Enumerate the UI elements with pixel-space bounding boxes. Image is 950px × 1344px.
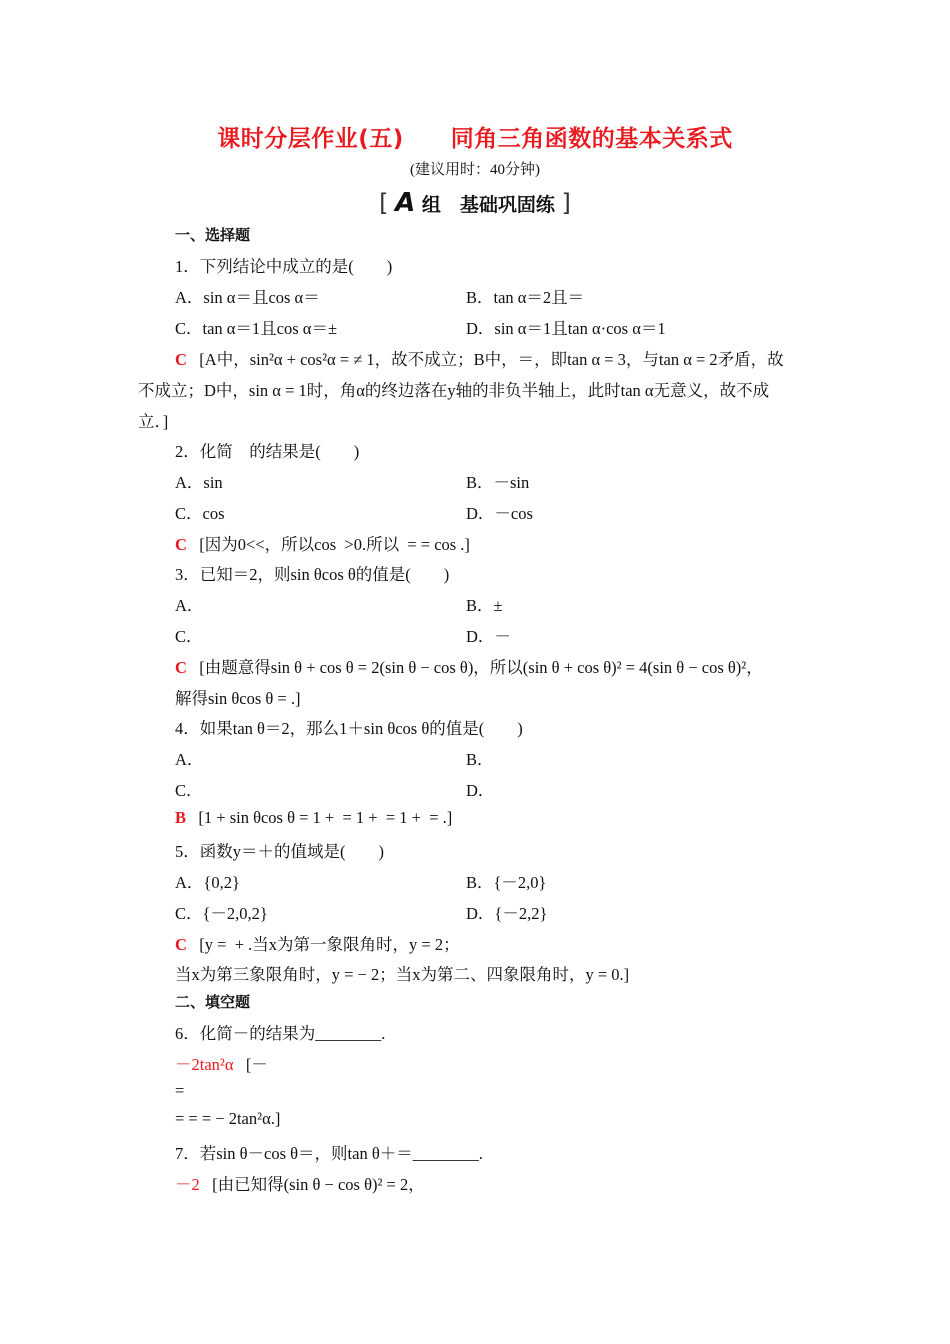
line-text: = (175, 1081, 185, 1100)
text-line (175, 561, 449, 585)
line-text: D． (466, 781, 495, 800)
text-line (175, 1020, 385, 1044)
answer-line (175, 1171, 425, 1195)
line-text: 7．若sin θ－cos θ＝，则tan θ＋＝________. (175, 1144, 483, 1163)
line-text: 4．如果tan θ＝2，那么1＋sin θcos θ的值是( ) (175, 719, 523, 738)
answer-line (175, 654, 763, 678)
line-text: 立．] (138, 412, 169, 431)
page-title: 课时分层作业(五) 同角三角函数的基本关系式 (217, 126, 733, 152)
text-line (175, 1081, 184, 1101)
text-line (175, 715, 523, 739)
fill-answer: －2tan²α (175, 1055, 246, 1074)
section-heading (175, 224, 250, 245)
text-line (466, 592, 503, 616)
line-text: 当x为第三象限角时，y = − 2；当x为第二、四象限角时，y = 0.] (175, 965, 630, 984)
text-line (175, 900, 268, 924)
line-text: B．tan α＝2且＝ (466, 288, 585, 307)
answer-letter: C (175, 935, 200, 954)
text-line (175, 838, 384, 862)
line-text: 5．函数y＝＋的值域是( ) (175, 842, 384, 861)
line-text: C．cos (175, 504, 225, 523)
line-text: A． (175, 750, 204, 769)
line-text: [y = + .当x为第一象限角时，y = 2； (199, 935, 460, 954)
text-line (175, 746, 203, 770)
text-line (466, 869, 546, 893)
line-text: A．{0,2} (175, 873, 240, 892)
line-text: 一、选择题 (175, 226, 251, 244)
line-text: A．sin α＝且cos α＝ (175, 288, 320, 307)
answer-letter: B (175, 808, 199, 827)
line-text: A．sin (175, 473, 223, 492)
line-text: C．{－2,0,2} (175, 904, 268, 923)
line-text: 二、填空题 (175, 993, 251, 1011)
text-line (138, 377, 769, 401)
text-line (175, 685, 300, 709)
line-text: [由已知得(sin θ − cos θ)² = 2， (212, 1175, 425, 1194)
line-text: D．－ (466, 627, 511, 646)
line-text: C．tan α＝1且cos α＝± (175, 319, 338, 338)
bracket-close: ] (561, 189, 571, 217)
text-line (175, 284, 320, 308)
text-line (466, 746, 494, 770)
text-line (466, 623, 511, 647)
text-line (175, 961, 629, 985)
answer-line (175, 1051, 268, 1075)
text-line (466, 500, 533, 524)
group-heading (0, 188, 950, 218)
bracket-open: [ (379, 189, 389, 217)
text-line (175, 623, 203, 647)
text-line (175, 253, 392, 277)
line-text: C． (175, 781, 203, 800)
line-text: B．{－2,0} (466, 873, 547, 892)
line-text: B．± (466, 596, 503, 615)
answer-line (175, 931, 460, 955)
text-line (175, 1140, 483, 1164)
text-line (175, 777, 203, 801)
line-text: 3．已知＝2，则sin θcos θ的值是( ) (175, 565, 450, 584)
answer-line (175, 346, 784, 370)
text-line (175, 438, 359, 462)
line-text: = = = − 2tan²α.] (175, 1109, 281, 1128)
text-line (175, 469, 223, 493)
answer-line (175, 808, 452, 828)
line-text: D．sin α＝1且tan α·cos α＝1 (466, 319, 666, 338)
line-text: 2．化简 的结果是( ) (175, 442, 360, 461)
line-text: 1．下列结论中成立的是( ) (175, 257, 393, 276)
text-line (466, 777, 494, 801)
text-line (175, 1109, 280, 1129)
line-text: B．－sin (466, 473, 530, 492)
answer-letter: C (175, 535, 200, 554)
text-line (175, 869, 240, 893)
text-line (466, 900, 547, 924)
text-line (466, 315, 666, 339)
suggested-time: (建议用时：40分钟) (410, 162, 540, 178)
group-label: 组 基础巩固练 (421, 194, 555, 216)
text-line (466, 284, 584, 308)
line-text: 不成立；D中，sin α = 1时，角α的终边落在y轴的非负半轴上，此时tan α无意义，故不成 (138, 381, 770, 400)
text-line (466, 469, 529, 493)
line-text: 解得sin θcos θ = .] (175, 689, 301, 708)
line-text: B． (466, 750, 494, 769)
answer-line (175, 531, 470, 555)
text-line (175, 592, 203, 616)
line-text: [由题意得sin θ + cos θ = 2(sin θ − cos θ)，所以(sin θ + cos θ)² = 4(sin θ − cos θ)²， (199, 658, 763, 677)
section-heading (175, 991, 250, 1012)
answer-letter: C (175, 658, 200, 677)
text-line (175, 500, 225, 524)
group-letter: A (395, 188, 416, 218)
line-text: D．{－2,2} (466, 904, 548, 923)
answer-letter: C (175, 350, 200, 369)
line-text: A． (175, 596, 204, 615)
line-text: [－ (245, 1055, 268, 1074)
fill-answer: －2 (175, 1175, 213, 1194)
line-text: [1 + sin θcos θ = 1 + = 1 + = 1 + = .] (198, 808, 453, 827)
text-line (138, 408, 168, 432)
line-text: [因为0<<，所以cos >0.所以 = = cos .] (199, 535, 470, 554)
text-line (175, 315, 337, 339)
line-text: [A中，sin²α + cos²α = ≠ 1，故不成立；B中，＝，即tan α = 3，与tan α = 2矛盾，故 (199, 350, 784, 369)
line-text: D．－cos (466, 504, 533, 523)
line-text: C． (175, 627, 203, 646)
line-text: 6．化简－的结果为________. (175, 1024, 386, 1043)
